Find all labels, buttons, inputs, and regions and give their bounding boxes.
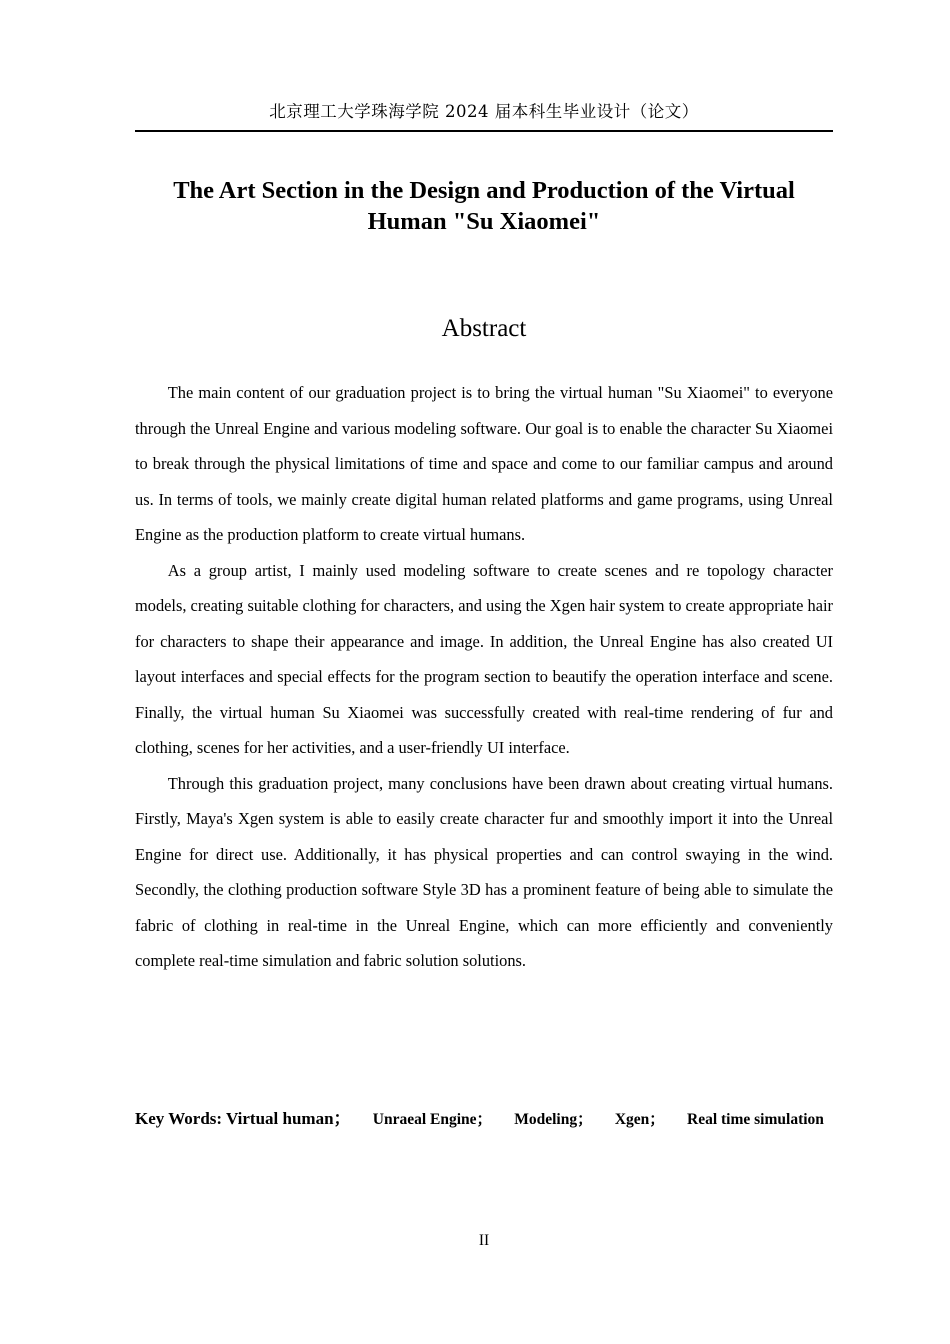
keyword-item: Modeling；: [514, 1111, 593, 1128]
paragraph: As a group artist, I mainly used modeling software to create scenes and re topology character models, creating suitable clothing for characters, and using the Xgen hair system to create appropriate hair for characters to shape their appearance and image. In addition, the Unreal Engine has also created UI layout interfaces and special effects for the program section to beautify the operation interface and scene. Finally, the virtual human Su Xiaomei was successfully created with real-time rendering of fur and clothing, scenes for her activities, and a user-friendly UI interface.: [135, 560, 833, 757]
keyword-item: Real time simulation: [687, 1111, 824, 1128]
header-divider: [135, 130, 833, 132]
paragraph: The main content of our graduation project is to bring the virtual human "Su Xiaomei" to everyone through the Unreal Engine and various modeling software. Our goal is to enable the character Su Xiaomei to break through the physical limitations of time and space and come to our familiar campus and around us. In terms of tools, we mainly create digital human related platforms and game programs, using Unreal Engine as the production platform to create virtual humans.: [135, 383, 833, 544]
page-content: [135, 0, 833, 1344]
running-header: [135, 100, 833, 123]
page-number: II: [478, 1232, 490, 1249]
abstract-body: [135, 375, 833, 979]
keywords-label: Key Words: Virtual human；: [135, 1109, 351, 1128]
paragraph: Through this graduation project, many conclusions have been drawn about creating virtual humans. Firstly, Maya's Xgen system is able to easily create character fur and smoothly import it into the Unreal Engine for direct use. Additionally, it has physical properties and can control swaying in the wind. Secondly, the clothing production software Style 3D has a prominent feature of being able to simulate the fabric of clothing in real-time in the Unreal Engine, which can more efficiently and conveniently complete real-time simulation and fabric solution solutions.: [135, 773, 833, 970]
keywords-line: [135, 1107, 833, 1131]
keyword-item: Unraeal Engine；: [372, 1111, 493, 1128]
abstract-heading: Abstract: [441, 315, 527, 342]
page-title: The Art Section in the Design and Production of the Virtual Human "Su Xiaomei": [173, 177, 795, 236]
keyword-item: Xgen；: [614, 1111, 665, 1128]
running-header-text: 北京理工大学珠海学院 2024 届本科生毕业设计（论文）: [269, 102, 699, 121]
